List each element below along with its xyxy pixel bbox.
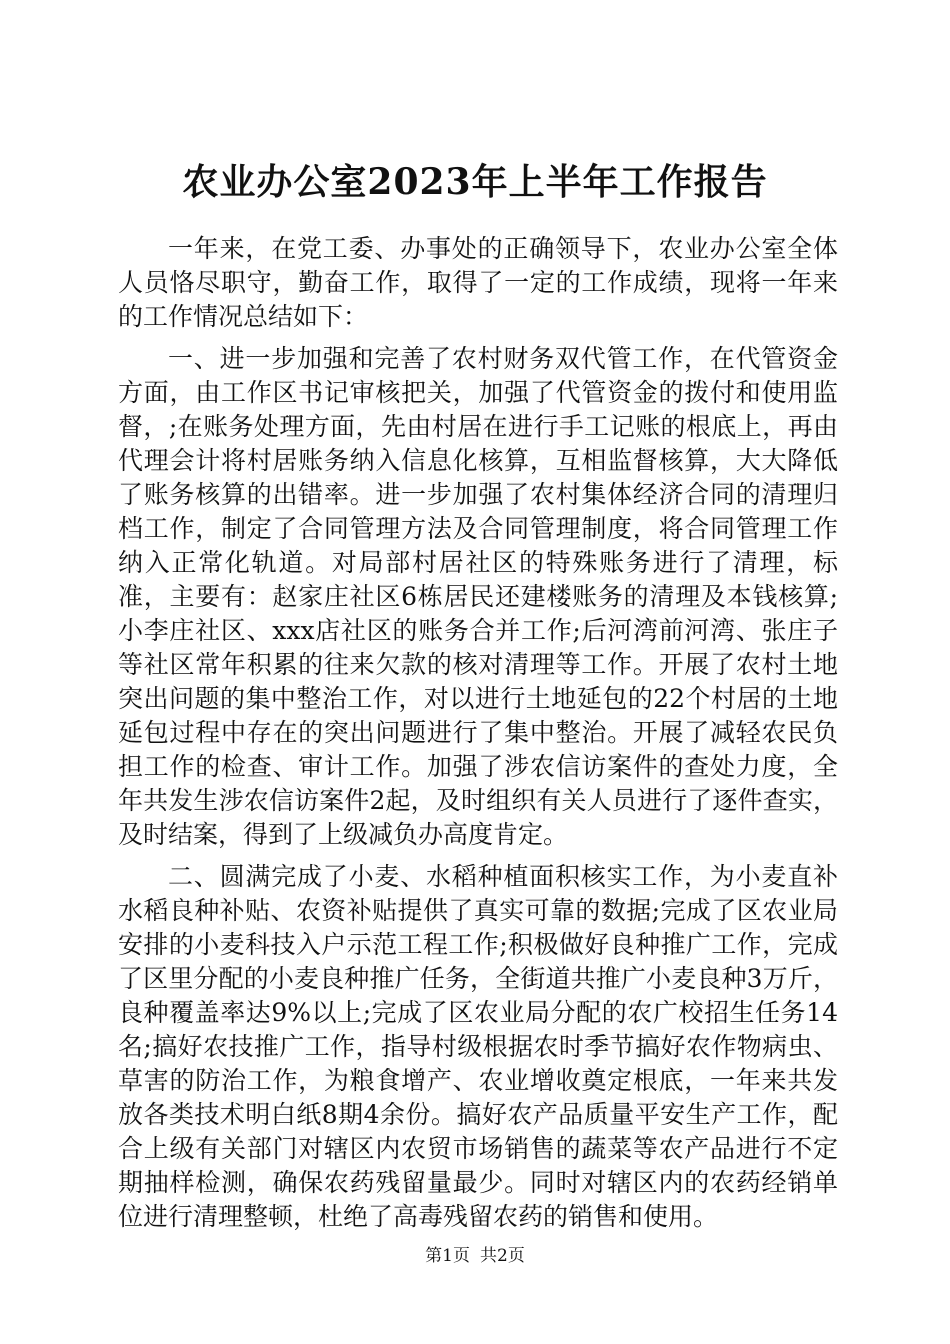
page-footer: [0, 1245, 950, 1267]
paragraph-section-two: 二、圆满完成了小麦、水稻种植面积核实工作，为小麦直补水稻良种补贴、农资补贴提供了真实可靠的数据;完成了区农业局安排的小麦科技入户示范工程工作;积极做好良种推广工作，完成了区里分配的小麦良种推广任务，全街道共推广小麦良种3万斤，良种覆盖率达9%以上;完成了区农业局分配的农广校招生任务14名;搞好农技推广工作，指导村级根据农时季节搞好农作物病虫、草害的防治工作，为粮食增产、农业增收奠定根底，一年来共发放各类技术明白纸8期4余份。搞好农产品质量平安生产工作，配合上级有关部门对辖区内农贸市场销售的蔬菜等农产品进行不定期抽样检测，确保农药残留量最少。同时对辖区内的农药经销单位进行清理整顿，杜绝了高毒残留农药的销售和使用。: [118, 862, 838, 1231]
document-title: 农业办公室2023年上半年工作报告: [182, 161, 768, 203]
paragraph-intro: 一年来，在党工委、办事处的正确领导下，农业办公室全体人员恪尽职守，勤奋工作，取得了一定的工作成绩，现将一年来的工作情况总结如下：: [118, 234, 838, 331]
paragraph-section-one: 一、进一步加强和完善了农村财务双代管工作，在代管资金方面，由工作区书记审核把关，加强了代管资金的拨付和使用监督，;在账务处理方面，先由村居在进行手工记账的根底上，再由代理会计将村居账务纳入信息化核算，互相监督核算，大大降低了账务核算的出错率。进一步加强了农村集体经济合同的清理归档工作，制定了合同管理方法及合同管理制度，将合同管理工作纳入正常化轨道。对局部村居社区的特殊账务进行了清理，标准，主要有：赵家庄社区6栋居民还建楼账务的清理及本钱核算;小李庄社区、xxx店社区的账务合并工作;后河湾前河湾、张庄子等社区常年积累的往来欠款的核对清理等工作。开展了农村土地突出问题的集中整治工作，对以进行土地延包的22个村居的土地延包过程中存在的突出问题进行了集中整治。开展了减轻农民负担工作的检查、审计工作。加强了涉农信访案件的查处力度，全年共发生涉农信访案件2起，及时组织有关人员进行了逐件查实，及时结案，得到了上级减负办高度肯定。: [118, 344, 838, 849]
page-number-total: 共2页: [480, 1246, 525, 1266]
document-body: [118, 232, 838, 1234]
page-number-current: 第1页: [425, 1246, 470, 1266]
